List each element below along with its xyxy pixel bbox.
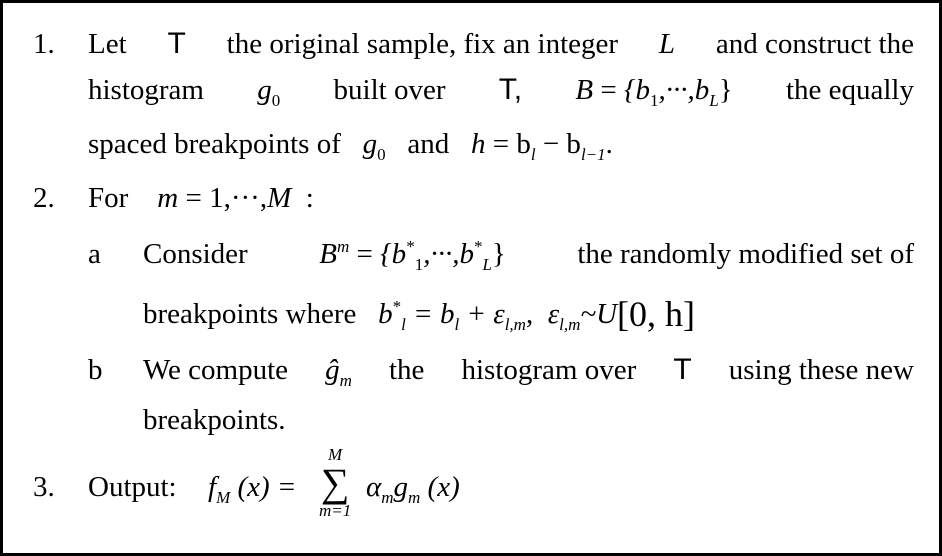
sub-item-a-line-1 <box>143 236 914 272</box>
math-g0-2: $g_0$ <box>362 128 386 164</box>
text-the: the <box>388 354 425 386</box>
math-breakpoint-set: $B = \{b_1,\cdot\cdot\cdot,b_L\}$ <box>575 74 733 110</box>
sub-item-b-label: b <box>88 354 103 386</box>
text-histogram-over: histogram over <box>461 354 637 386</box>
sum-sigma: ∑ <box>320 460 350 505</box>
sub-item-b-line-2: breakpoints. <box>143 404 286 436</box>
text-spaced-breakpoints: spaced breakpoints of <box>88 128 341 160</box>
math-g0: $g_0$ <box>257 74 281 110</box>
text-for: For <box>88 182 129 214</box>
math-h-definition: $h = b_l - b_{l-1}$. <box>470 128 613 164</box>
integer-L: L <box>658 28 676 60</box>
sub-item-a-label: a <box>88 238 101 270</box>
sample-symbol-T: T <box>167 27 186 60</box>
sub-item-a-line-2 <box>143 296 695 332</box>
item-1-line-2 <box>88 72 914 108</box>
math-output-rhs: $\alpha_mg_m$ (x) <box>366 471 460 507</box>
text-randomly-modified: the randomly modified set of <box>577 238 914 270</box>
sub-item-b-line-1 <box>143 352 914 388</box>
text-and: and <box>407 128 450 160</box>
item-2-number: 2. <box>33 182 55 214</box>
sample-symbol-T-2: T, <box>498 73 523 106</box>
item-3-output-label: Output: <box>88 471 177 503</box>
text-original-sample: the original sample, fix an integer <box>226 28 619 60</box>
text-breakpoints-where: breakpoints where <box>143 298 357 330</box>
text-built-over: built over <box>333 74 446 106</box>
text-equally: the equally <box>785 74 914 106</box>
item-3-number: 3. <box>33 471 55 503</box>
item-1-line-3 <box>88 126 613 162</box>
sample-symbol-T-3: T <box>673 353 692 386</box>
text-we-compute: We compute <box>143 354 289 386</box>
text-let: Let <box>88 28 127 60</box>
text-using-new: using these new <box>728 354 914 386</box>
text-consider: Consider <box>143 238 248 270</box>
text-construct: and construct the <box>715 28 914 60</box>
sum-lower-limit: m=1 <box>319 501 352 520</box>
math-g-hat-m: $ĝ_m$ <box>325 354 352 390</box>
sum-upper-limit: M <box>328 445 343 464</box>
text-colon: : <box>305 182 314 214</box>
item-1-line-1 <box>88 26 914 62</box>
item-1-number: 1. <box>33 28 55 60</box>
item-2-line <box>88 180 314 216</box>
math-m-range: m = 1,···,M <box>157 182 292 214</box>
math-summation <box>319 446 351 520</box>
math-modified-set: $B^m = \{b^*_1,\cdot\cdot\cdot,b^*_L\}$ <box>319 237 506 274</box>
text-histogram: histogram <box>88 74 204 106</box>
math-output-lhs: $f_M$ (x) = <box>208 471 297 507</box>
math-perturbation: $b^*_l = b_l + \varepsilon_{l,m}$, $\varepsilon_{l,m}\sim U[0$, h] <box>378 294 696 334</box>
